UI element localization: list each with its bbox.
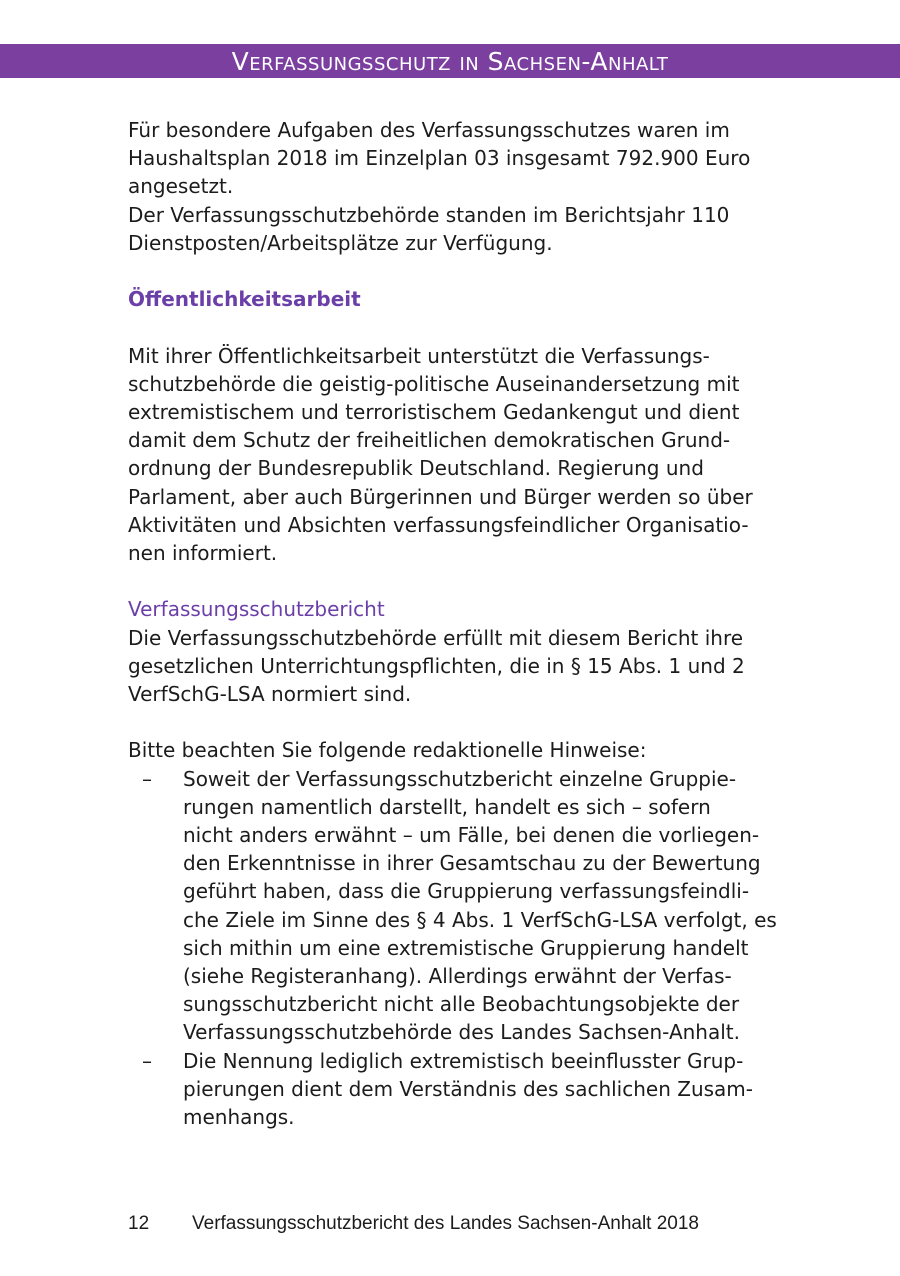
text-line: Haushaltsplan 2018 im Einzelplan 03 insgesamt 792.900 Euro bbox=[128, 146, 751, 171]
spacer bbox=[128, 313, 778, 341]
text-line: Dienstposten/Arbeitsplätze zur Verfügung. bbox=[128, 230, 553, 255]
text-line: rungen namentlich darstellt, handelt es sich – sofern bbox=[183, 794, 711, 819]
spacer bbox=[128, 567, 778, 595]
text-line: damit dem Schutz der freiheitlichen demokratischen Grund- bbox=[128, 428, 731, 453]
text-line: che Ziele im Sinne des § 4 Abs. 1 VerfSchG-LSA verfolgt, es bbox=[183, 907, 777, 932]
text-line: extremistischem und terroristischem Gedankengut und dient bbox=[128, 400, 740, 424]
list-item bbox=[128, 1047, 778, 1132]
text-line: menhangs. bbox=[183, 1105, 295, 1130]
text-line: pierungen dient dem Verständnis des sachlichen Zusam- bbox=[183, 1076, 753, 1101]
page-body bbox=[128, 116, 778, 1131]
text-line: Parlament, aber auch Bürgerinnen und Bürger werden so über bbox=[128, 484, 753, 509]
text-line: Mit ihrer Öffentlichkeitsarbeit unterstützt die Verfassungs- bbox=[128, 343, 710, 368]
intro-paragraph bbox=[128, 116, 778, 257]
page-header-title: Verfassungsschutz in Sachsen-Anhalt bbox=[231, 47, 669, 76]
text-line: angesetzt. bbox=[128, 174, 234, 199]
text-line: Aktivitäten und Absichten verfassungsfeindlicher Organisatio- bbox=[128, 512, 749, 537]
text-line: nicht anders erwähnt – um Fälle, bei denen die vorliegen- bbox=[183, 823, 760, 848]
list-item bbox=[128, 765, 778, 1047]
text-line: gesetzlichen Unterrichtungspflichten, die in § 15 Abs. 1 und 2 bbox=[128, 653, 745, 678]
text-line: geführt haben, dass die Gruppierung verfassungsfeindli- bbox=[183, 879, 750, 904]
report-paragraph bbox=[128, 624, 778, 709]
text-line: VerfSchG-LSA normiert sind. bbox=[128, 682, 412, 707]
header-band bbox=[0, 44, 900, 78]
text-line: Die Nennung lediglich extremistisch beeinflusster Grup- bbox=[183, 1048, 744, 1073]
dash-bullet: – bbox=[142, 766, 152, 791]
public-relations-paragraph bbox=[128, 342, 778, 568]
text-line: Die Verfassungsschutzbehörde erfüllt mit diesem Bericht ihre bbox=[128, 625, 744, 650]
notes-intro: Bitte beachten Sie folgende redaktionelle Hinweise: bbox=[128, 738, 647, 763]
page-footer bbox=[128, 1213, 699, 1235]
notes-list bbox=[128, 765, 778, 1132]
text-line: nen informiert. bbox=[128, 541, 278, 566]
text-line: den Erkenntnisse in ihrer Gesamtschau zu der Bewertung bbox=[183, 851, 761, 876]
text-line: Verfassungsschutzbehörde des Landes Sachsen-Anhalt. bbox=[183, 1020, 740, 1045]
spacer bbox=[128, 257, 778, 285]
text-line: Für besondere Aufgaben des Verfassungsschutzes waren im bbox=[128, 118, 730, 142]
section-heading-public-relations: Öffentlichkeitsarbeit bbox=[128, 287, 361, 312]
text-line: (siehe Registeranhang). Allerdings erwähnt der Verfas- bbox=[183, 964, 732, 989]
text-line: ordnung der Bundesrepublik Deutschland. Regierung und bbox=[128, 456, 704, 481]
text-line: sungsschutzbericht nicht alle Beobachtungsobjekte der bbox=[183, 992, 740, 1017]
page-number: 12 bbox=[128, 1213, 150, 1234]
dash-bullet: – bbox=[142, 1048, 152, 1073]
text-line: sich mithin um eine extremistische Gruppierung handelt bbox=[183, 935, 749, 960]
text-line: schutzbehörde die geistig-politische Auseinandersetzung mit bbox=[128, 371, 740, 396]
text-line: Soweit der Verfassungsschutzbericht einzelne Gruppie- bbox=[183, 766, 737, 791]
footer-title: Verfassungsschutzbericht des Landes Sachsen-Anhalt 2018 bbox=[192, 1213, 699, 1234]
section-heading-report: Verfassungsschutzbericht bbox=[128, 597, 385, 622]
spacer bbox=[128, 708, 778, 736]
text-line: Der Verfassungsschutzbehörde standen im Berichtsjahr 110 bbox=[128, 202, 730, 227]
